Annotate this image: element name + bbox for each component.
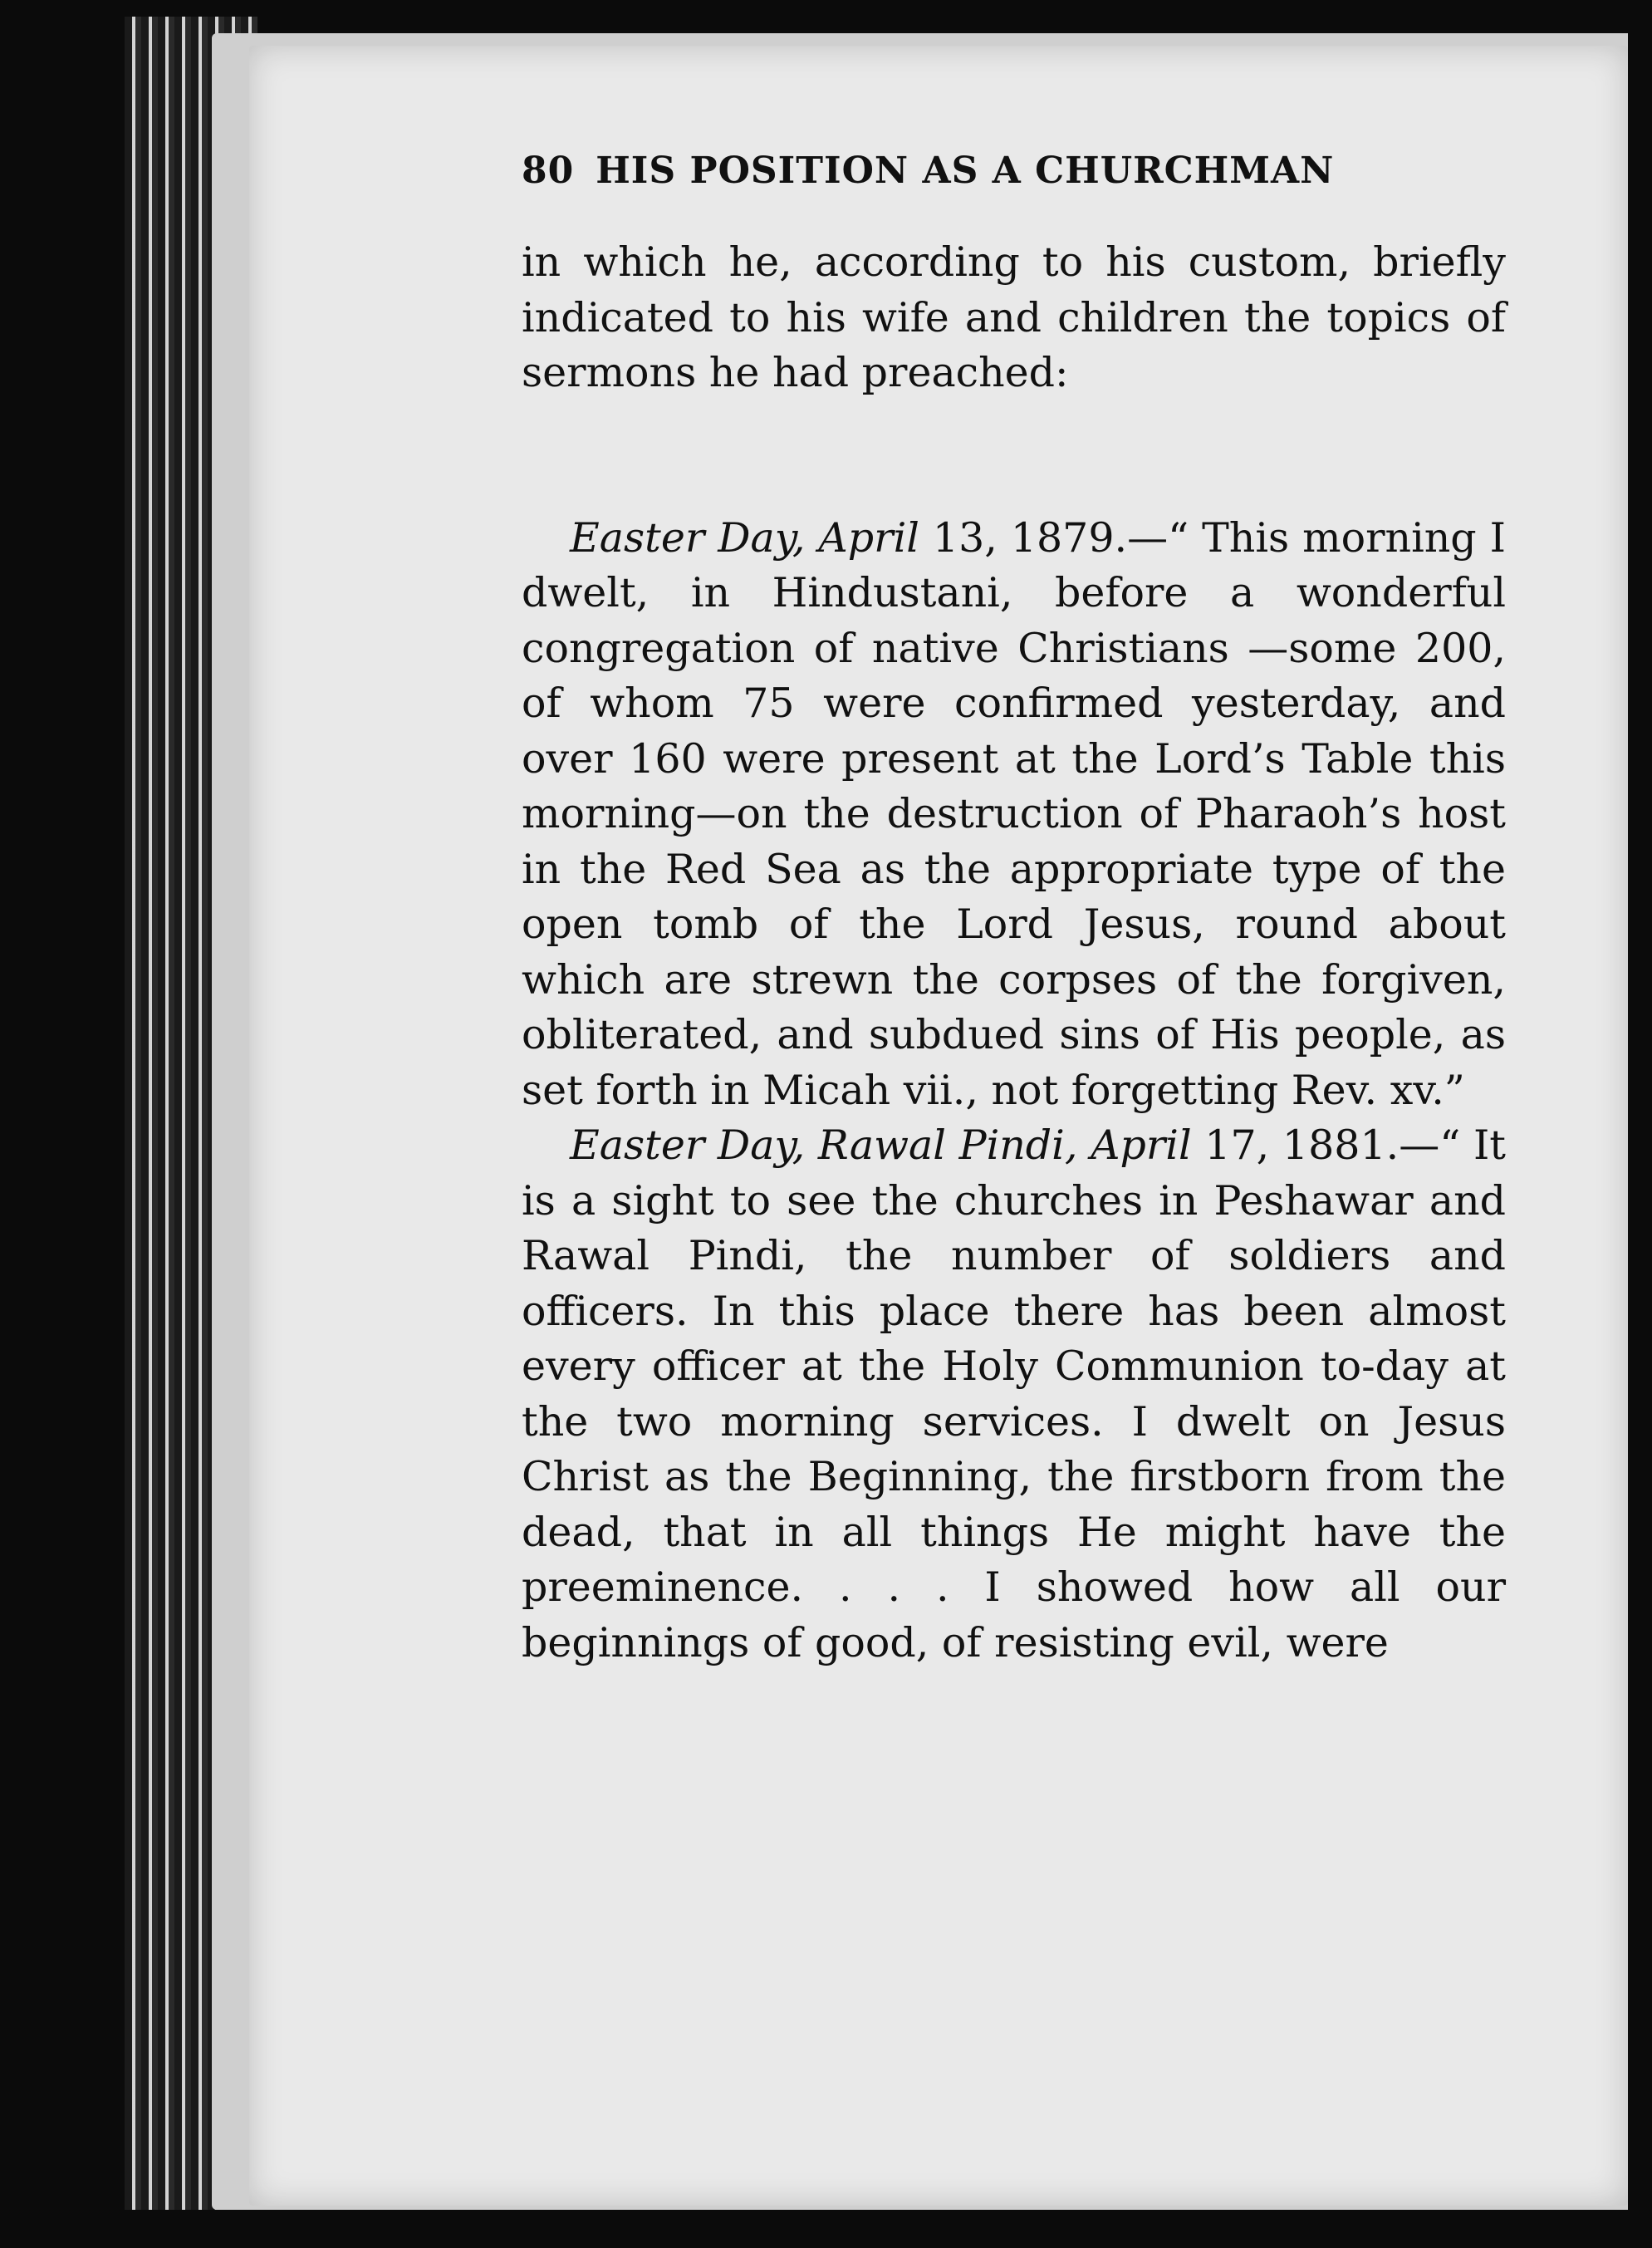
entry-date: 13, 1879. — [932, 513, 1128, 562]
diary-entry-1879 — [522, 511, 1506, 1119]
page-text — [522, 150, 1506, 1671]
scan-border — [1628, 33, 1652, 2210]
entry-heading: Easter Day, April — [570, 513, 919, 562]
entry-date: 17, 1881. — [1204, 1122, 1400, 1169]
diary-entry-1881 — [522, 1118, 1506, 1671]
running-title: HIS POSITION AS A CHURCHMAN — [596, 150, 1335, 192]
entry-heading: Easter Day, Rawal Pindi, April — [570, 1122, 1192, 1169]
intro-paragraph: in which he, according to his custom, briefly indicated to his wife and children the topics of sermons he had preached: — [522, 238, 1506, 396]
page-number: 80 — [522, 150, 575, 192]
entry-body: —“ It is a sight to see the churches in Peshawar and Rawal Pindi, the number of soldiers and officers. In this place there has been almost every officer at the Holy Communion to-day at the two morning services. I dwelt on Jesus Christ as the Beginning, the firstborn from the dead, that in all things He might have the preeminence. . . . I showed how all our beginnings of good, of resisting evil, were — [522, 1122, 1506, 1666]
running-header — [522, 150, 1506, 192]
entry-body: —“ This morning I dwelt, in Hindustani, before a wonderful congregation of native Christians —some 200, of whom 75 were confirmed yesterday, and over 160 were present at the Lord’s Table this morning—on the destruction of Pharaoh’s host in the Red Sea as the appropriate type of the open tomb of the Lord Jesus, round about which are strewn the corpses of the forgiven, obliterated, and subdued sins of His people, as set forth in Micah vii., not forgetting Rev. xv.” — [522, 513, 1506, 1114]
